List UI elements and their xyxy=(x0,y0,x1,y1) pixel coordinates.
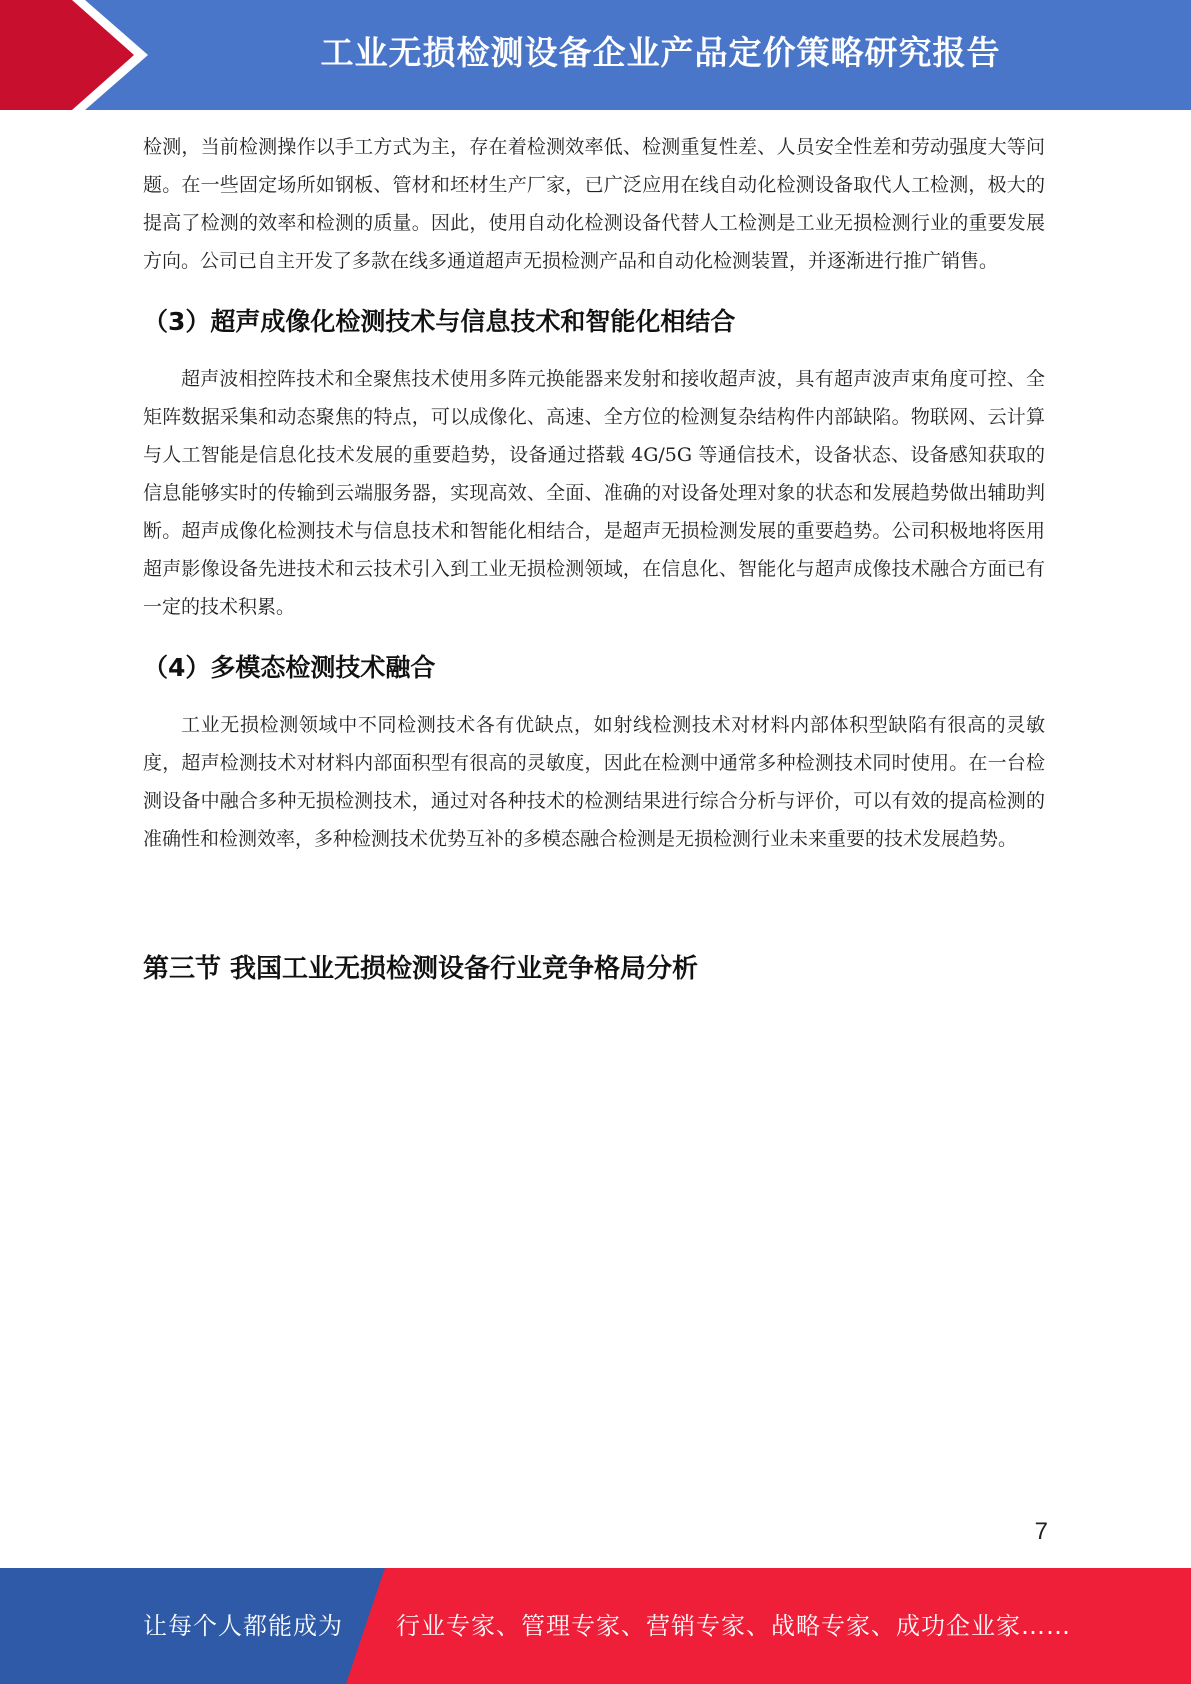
page-footer xyxy=(0,1568,1191,1684)
paragraph-4: 工业无损检测领域中不同检测技术各有优缺点，如射线检测技术对材料内部体积型缺陷有很高的灵敏度，超声检测技术对材料内部面积型有很高的灵敏度，因此在检测中通常多种检测技术同时使用。在一台检测设备中融合多种无损检测技术，通过对各种技术的检测结果进行综合分析与评价，可以有效的提高检测的准确性和检测效率，多种检测技术优势互补的多模态融合检测是无损检测行业未来重要的技术发展趋势。 xyxy=(143,714,1045,850)
page-content xyxy=(143,128,1045,985)
subheading-4: （4）多模态检测技术融合 xyxy=(143,653,436,682)
footer-slogan-right: 行业专家、管理专家、营销专家、战略专家、成功企业家…… xyxy=(396,1612,1071,1640)
subheading-3: （3）超声成像化检测技术与信息技术和智能化相结合 xyxy=(143,307,736,336)
intro-paragraph: 检测，当前检测操作以手工方式为主，存在着检测效率低、检测重复性差、人员安全性差和劳动强度大等问题。在一些固定场所如钢板、管材和坯材生产厂家，已广泛应用在线自动化检测设备取代人工检测，极大的提高了检测的效率和检测的质量。因此，使用自动化检测设备代替人工检测是工业无损检测行业的重要发展方向。公司已自主开发了多款在线多通道超声无损检测产品和自动化检测装置，并逐渐进行推广销售。 xyxy=(143,136,1045,272)
page-number: 7 xyxy=(1034,1518,1048,1545)
paragraph-3: 超声波相控阵技术和全聚焦技术使用多阵元换能器来发射和接收超声波，具有超声波声束角度可控、全矩阵数据采集和动态聚焦的特点，可以成像化、高速、全方位的检测复杂结构件内部缺陷。物联网、云计算与人工智能是信息化技术发展的重要趋势，设备通过搭载 4G/5G 等通信技术，设备状态、设备感知获取的信息能够实时的传输到云端服务器，实现高效、全面、准确的对设备处理对象的状态和发展趋势做出辅助判断。超声成像化检测技术与信息技术和智能化相结合，是超声无损检测发展的重要趋势。公司积极地将医用超声影像设备先进技术和云技术引入到工业无损检测领域，在信息化、智能化与超声成像技术融合方面已有一定的技术积累。 xyxy=(143,368,1045,618)
footer-slogan-left: 让每个人都能成为 xyxy=(143,1612,343,1640)
page-header xyxy=(0,0,1191,110)
section-heading: 第三节 我国工业无损检测设备行业竞争格局分析 xyxy=(143,954,699,984)
report-title: 工业无损检测设备企业产品定价策略研究报告 xyxy=(320,33,1001,72)
